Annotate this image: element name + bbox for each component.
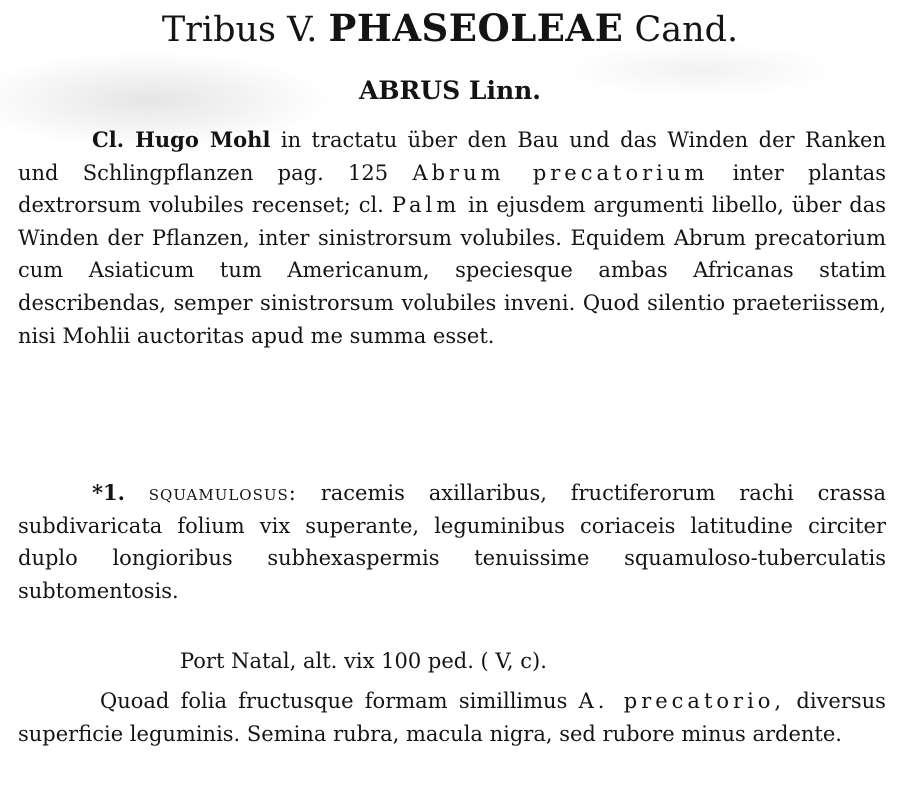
notes-paragraph	[18, 685, 886, 750]
palm-reference: Palm	[391, 193, 461, 218]
tribe-heading	[0, 6, 900, 52]
author-reference: Cl. Hugo Mohl	[92, 127, 271, 152]
tribe-name: PHASEOLEAE	[328, 6, 624, 50]
notes-text-2: diversus superficie leguminis. Semina rubra, macula nigra, sed rubore minus ardente.	[18, 689, 886, 746]
genus-heading: ABRUS Linn.	[359, 76, 541, 105]
intro-paragraph	[18, 124, 886, 352]
species-reference: Abrum precatorium	[412, 160, 709, 185]
intro-text-1: in tractatu über den Bau und das Winden der Ranken und Schlingpflanzen pag. 125	[18, 128, 886, 185]
species-name: squamulosus:	[148, 481, 297, 505]
locality-line: Port Natal, alt. vix 100 ped. ( V, c).	[180, 649, 547, 673]
species-number: *1.	[92, 480, 125, 505]
intro-text-2: inter plantas dextrorsum volubiles recenset; cl.	[18, 160, 886, 218]
notes-text-1: Quoad folia fructusque formam simillimus	[100, 689, 568, 713]
comparison-species: A. precatorio,	[578, 689, 786, 713]
tribe-author: Cand.	[634, 10, 739, 50]
species-description: racemis axillaribus, fructiferorum rachi crassa subdivaricata folium vix superante, leguminibus coriaceis latitudine circiter duplo longioribus subhexaspermis tenuissime squamuloso-tuberculatis subtomentosis.	[18, 481, 886, 603]
tribe-prefix: Tribus V.	[161, 10, 318, 50]
intro-text-3: in ejusdem argumenti libello, über das Winden der Pflanzen, inter sinistrorsum volubiles. Equidem Abrum precatorium cum Asiaticum tum Americanum, speciesque ambas Africanas statim describendas, semper sinistrorsum volubiles inveni. Quod silentio praeteriissem, nisi Mohlii auctoritas apud me summa esset.	[18, 193, 886, 348]
species-paragraph	[18, 477, 886, 607]
